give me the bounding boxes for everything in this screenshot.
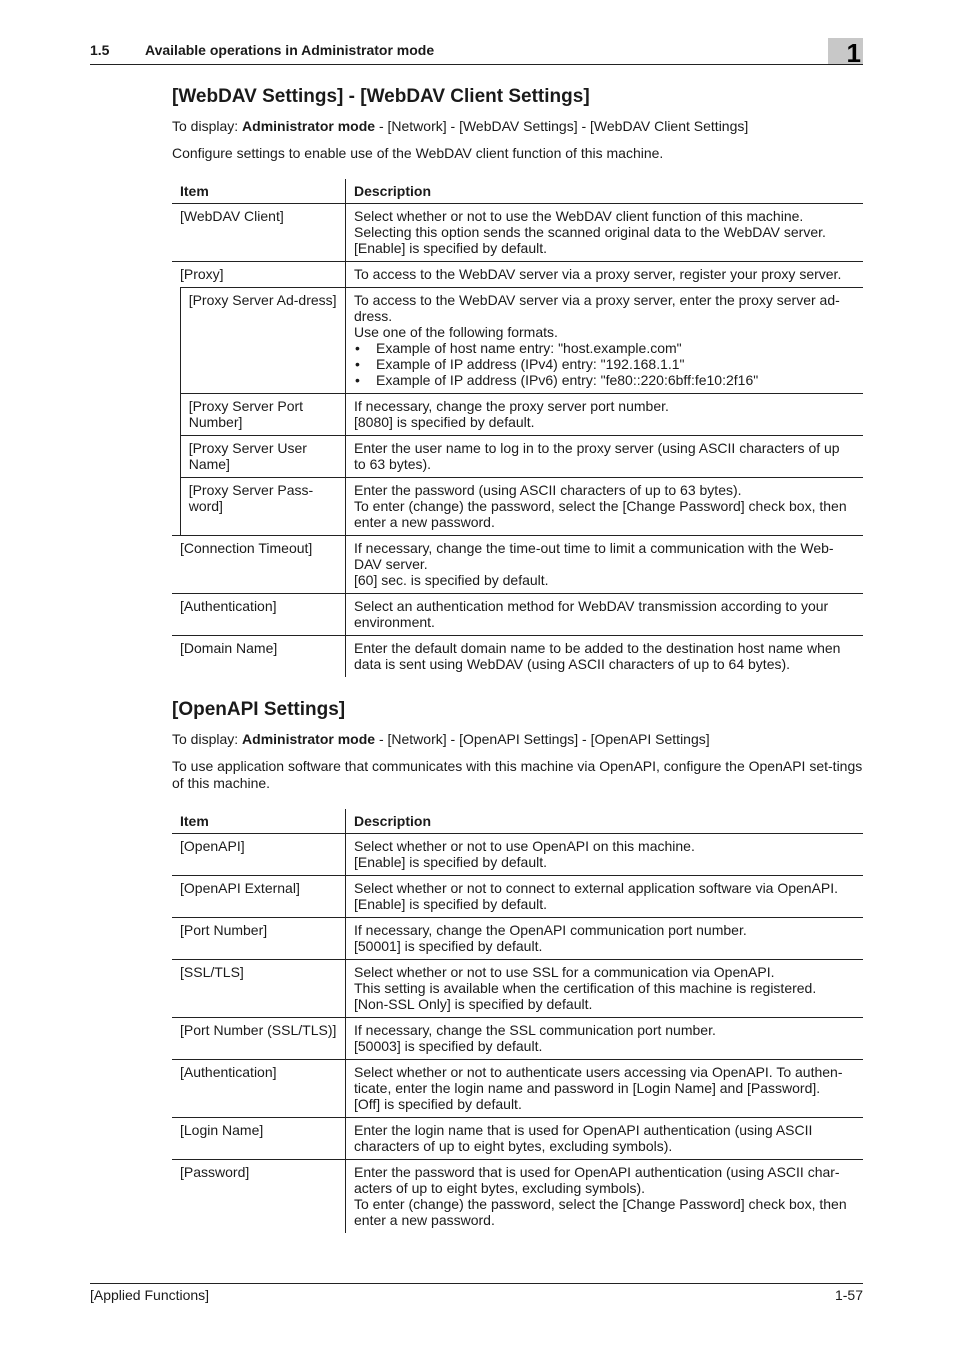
col-desc-header: Description	[346, 809, 864, 834]
table-row	[172, 1118, 863, 1160]
table-row	[172, 478, 863, 536]
format-list	[354, 340, 855, 388]
item-cell: [Login Name]	[172, 1118, 346, 1160]
table-row	[172, 1060, 863, 1118]
desc-cell: Enter the default domain name to be added to the destination host name when data is sent using WebDAV (using ASCII characters of up to 64 bytes).	[346, 636, 864, 678]
col-desc-header: Description	[346, 179, 864, 204]
table-header-row	[172, 809, 863, 834]
list-item: • Example of host name entry: "host.example.com"	[354, 340, 855, 356]
desc-cell: Select whether or not to use OpenAPI on this machine. [Enable] is specified by default.	[346, 834, 864, 876]
table-row	[172, 876, 863, 918]
webdav-title: [WebDAV Settings] - [WebDAV Client Settings]	[172, 86, 590, 107]
table-row	[172, 204, 863, 262]
table-row	[172, 536, 863, 594]
item-cell: [OpenAPI]	[172, 834, 346, 876]
page-number: 1-57	[834, 1287, 863, 1303]
table-row	[172, 918, 863, 960]
col-item-header: Item	[172, 179, 346, 204]
openapi-title: [OpenAPI Settings]	[172, 699, 346, 720]
desc-cell: If necessary, change the OpenAPI communication port number. [50001] is specified by default.	[346, 918, 864, 960]
desc-cell: Select whether or not to connect to external application software via OpenAPI. [Enable] is specified by default.	[346, 876, 864, 918]
desc-cell: Enter the login name that is used for OpenAPI authentication (using ASCII characters of up to eight bytes, excluding symbols).	[346, 1118, 864, 1160]
section-heading: Available operations in Administrator mode	[145, 42, 435, 58]
list-item: • Example of IP address (IPv4) entry: "192.168.1.1"	[354, 356, 855, 372]
desc-cell: Select an authentication method for WebDAV transmission according to your environment.	[346, 594, 864, 636]
table-row	[172, 1160, 863, 1234]
desc-cell: Select whether or not to use the WebDAV client function of this machine. Selecting this option sends the scanned original data to the WebDAV server. [Enable] is specified by default.	[346, 204, 864, 262]
table-row	[172, 834, 863, 876]
desc-cell: Select whether or not to authenticate users accessing via OpenAPI. To authen-ticate, enter the login name and password in [Login Name] and [Password]. [Off] is specified by default.	[346, 1060, 864, 1118]
item-cell: [WebDAV Client]	[172, 204, 346, 262]
item-cell: [Port Number (SSL/TLS)]	[172, 1018, 346, 1060]
openapi-intro: To use application software that communicates with this machine via OpenAPI, configure the OpenAPI set-tings of this machine.	[172, 758, 863, 791]
webdav-display-path: To display: Administrator mode - [Network] - [WebDAV Settings] - [WebDAV Client Settings]	[172, 118, 749, 134]
item-cell: [Authentication]	[172, 1060, 346, 1118]
webdav-table	[172, 179, 863, 677]
item-cell: [Password]	[172, 1160, 346, 1234]
table-row	[172, 262, 863, 288]
item-cell: [Authentication]	[172, 594, 346, 636]
item-cell: [Proxy Server Pass-word]	[180, 478, 345, 536]
footer-divider	[90, 1283, 863, 1284]
table-row	[172, 436, 863, 478]
openapi-display-path: To display: Administrator mode - [Network] - [OpenAPI Settings] - [OpenAPI Settings]	[172, 731, 710, 747]
openapi-section	[172, 698, 863, 1233]
table-row	[172, 594, 863, 636]
item-cell: [Proxy]	[172, 262, 346, 288]
col-item-header: Item	[172, 809, 346, 834]
desc-cell: Enter the user name to log in to the proxy server (using ASCII characters of up to 63 bytes).	[346, 436, 864, 478]
webdav-intro: Configure settings to enable use of the WebDAV client function of this machine.	[172, 145, 664, 161]
header-divider	[90, 64, 863, 65]
table-row	[172, 636, 863, 678]
desc-cell: To access to the WebDAV server via a proxy server, enter the proxy server ad-dress. Use one of the following formats. • Example of host name entry: "host.example.com" • Example of IP address (IPv4) entry: "192.168.1.1" • Example of IP address (IPv6) entry: "fe80::220:6bff:fe10:2f16"	[346, 288, 864, 394]
table-row	[172, 1018, 863, 1060]
section-number: 1.5	[90, 42, 110, 58]
openapi-table	[172, 809, 863, 1233]
item-cell: [SSL/TLS]	[172, 960, 346, 1018]
footer-chapter-name: [Applied Functions]	[90, 1287, 210, 1303]
item-cell: [Connection Timeout]	[172, 536, 346, 594]
item-cell: [Proxy Server Port Number]	[180, 394, 345, 436]
desc-cell: If necessary, change the proxy server port number. [8080] is specified by default.	[346, 394, 864, 436]
table-row	[172, 394, 863, 436]
table-row	[172, 288, 863, 394]
item-cell: [Port Number]	[172, 918, 346, 960]
desc-cell: Select whether or not to use SSL for a communication via OpenAPI. This setting is available when the certification of this machine is registered. [Non-SSL Only] is specified by default.	[346, 960, 864, 1018]
running-header	[90, 42, 863, 66]
desc-cell: If necessary, change the time-out time to limit a communication with the Web-DAV server. [60] sec. is specified by default.	[346, 536, 864, 594]
item-cell: [Domain Name]	[172, 636, 346, 678]
item-cell: [Proxy Server Ad-dress]	[180, 288, 345, 394]
webdav-section	[172, 85, 863, 677]
desc-cell: Enter the password that is used for OpenAPI authentication (using ASCII char-acters of up to eight bytes, excluding symbols). To enter (change) the password, select the [Change Password] check box, then enter a new password.	[346, 1160, 864, 1234]
list-item: • Example of IP address (IPv6) entry: "fe80::220:6bff:fe10:2f16"	[354, 372, 855, 388]
desc-cell: If necessary, change the SSL communication port number. [50003] is specified by default.	[346, 1018, 864, 1060]
table-header-row	[172, 179, 863, 204]
desc-cell: To access to the WebDAV server via a proxy server, register your proxy server.	[346, 262, 864, 288]
table-row	[172, 960, 863, 1018]
item-cell: [OpenAPI External]	[172, 876, 346, 918]
desc-cell: Enter the password (using ASCII characters of up to 63 bytes). To enter (change) the password, select the [Change Password] check box, then enter a new password.	[346, 478, 864, 536]
item-cell: [Proxy Server User Name]	[180, 436, 345, 478]
chapter-badge: 1	[828, 38, 863, 64]
